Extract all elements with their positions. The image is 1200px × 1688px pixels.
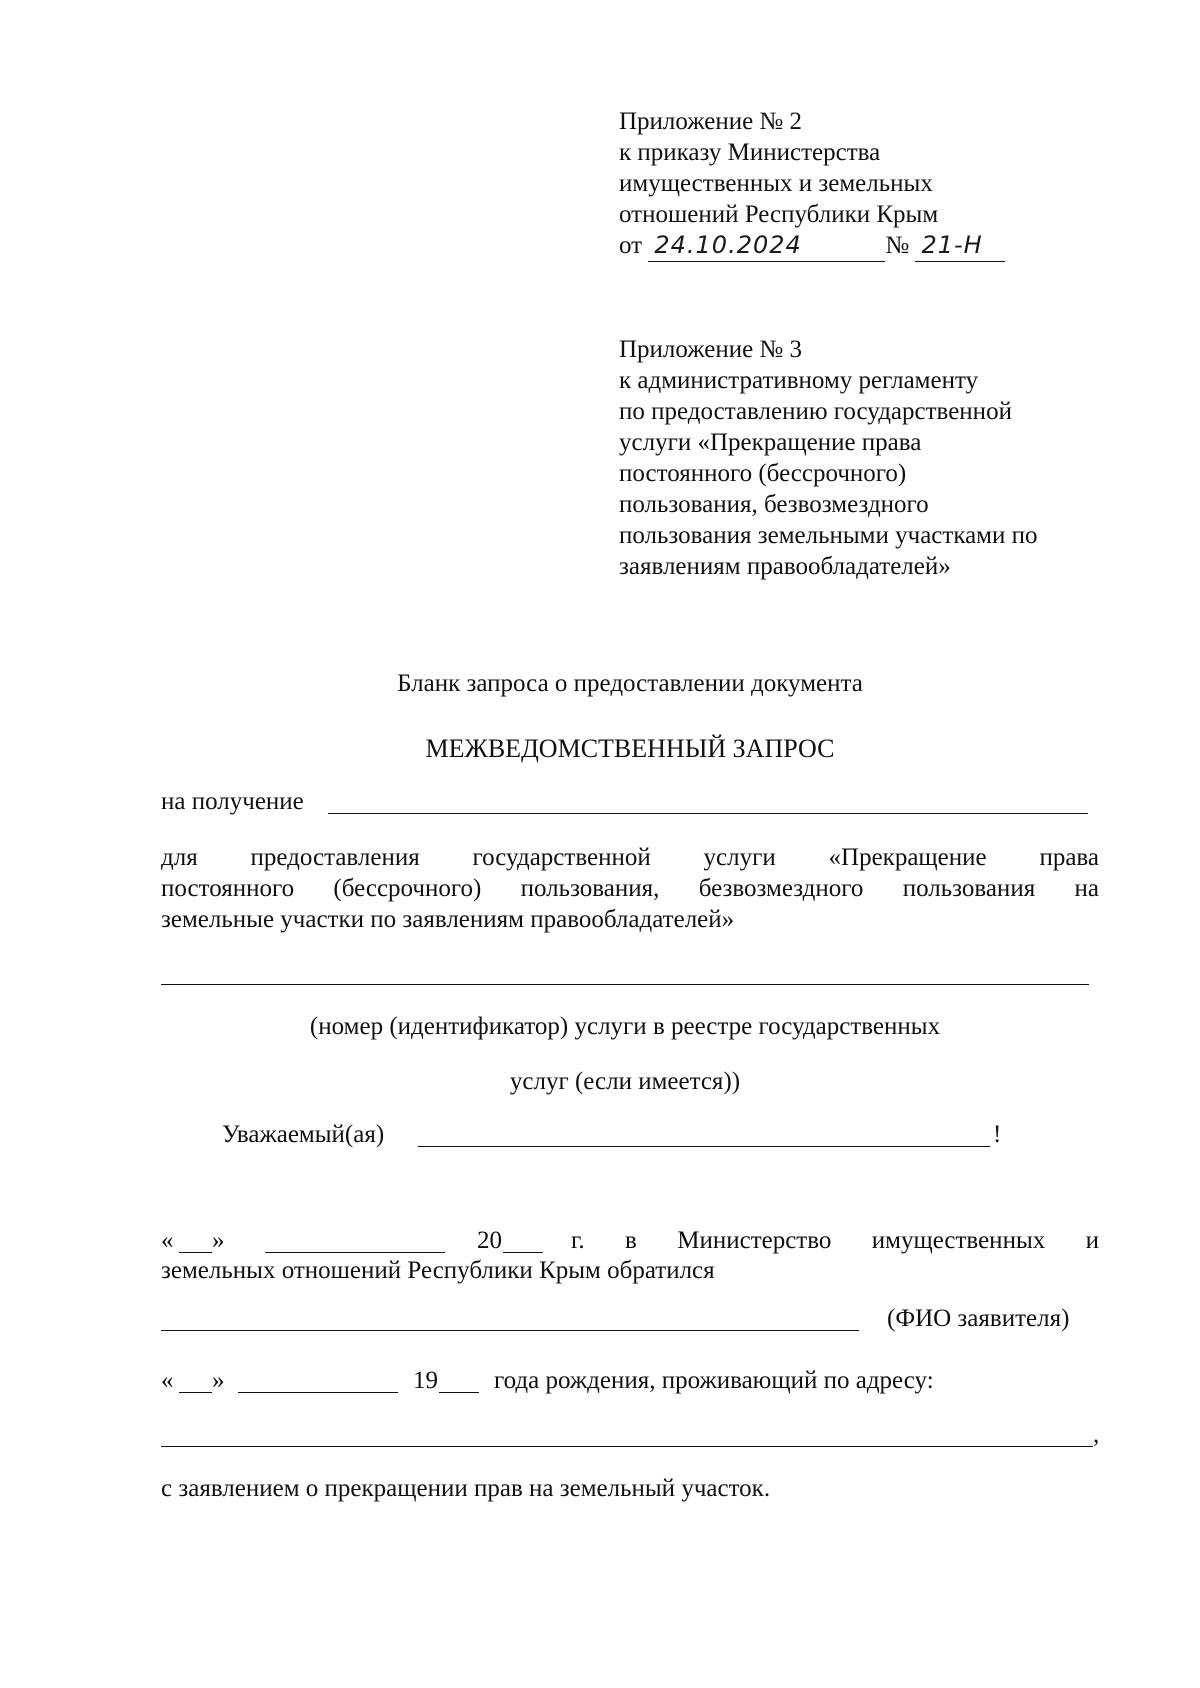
order-date-field [648,230,885,262]
annex-3-line: по предоставлению государственной [619,398,1012,425]
purpose-paragraph [161,842,1099,935]
greeting-field-line [418,1146,990,1147]
birth-day-close-quote: » [212,1367,225,1394]
birth-year-field-line [439,1392,479,1393]
greeting-label: Уважаемый(ая) [222,1121,385,1148]
birth-year-prefix: 19 [413,1367,438,1394]
annex-2-line: имущественных и земельных [619,170,933,197]
registry-number-field-line [161,984,1089,985]
applicant-fio-field-line [161,1330,859,1331]
annex-3-line: услуги «Прекращение права [619,429,922,456]
annex-3-line: пользования земельными участками по [619,522,1038,549]
annex-3-line: к административному регламенту [619,367,979,394]
address-comma: , [1093,1421,1100,1448]
annex-3-line: постоянного (бессрочного) [619,460,907,487]
annex-3-block [619,334,1038,582]
order-number-handwritten: 21-Н [921,231,983,259]
appeal-year-field-line [503,1252,543,1253]
appeal-text-a-content: г. в Министерство имущественных и [571,1227,1099,1254]
appeal-year-prefix: 20 [477,1227,502,1254]
appeal-day-open-quote: « [161,1227,174,1254]
applicant-fio-label: (ФИО заявителя) [887,1305,1070,1332]
purpose-line: постоянного (бессрочного) пользования, безвозмездного пользования на [161,875,1099,902]
purpose-line: земельные участки по заявлениям правообладателей» [161,906,735,933]
annex-2-line: отношений Республики Крым [619,201,939,228]
birth-month-field-line [238,1392,398,1393]
closing-text: с заявлением о прекращении прав на земельный участок. [161,1475,771,1502]
birth-day-open-quote: « [161,1367,174,1394]
order-date-number-line [619,230,1005,262]
greeting-exclamation: ! [993,1121,1002,1148]
date-prefix: от [619,232,643,259]
annex-2-title: Приложение № 2 [619,108,803,135]
registry-note-line1: (номер (идентификатор) услуги в реестре государственных [309,1013,941,1040]
annex-2-block [619,106,1005,262]
order-date-handwritten: 24.10.2024 [654,231,802,259]
appeal-day-field-line [179,1252,212,1253]
form-subtitle: Бланк запроса о предоставлении документа [397,670,863,697]
annex-3-line: пользования, безвозмездного [619,491,929,518]
annex-3-title: Приложение № 3 [619,336,803,363]
receipt-label: на получение [161,788,304,815]
address-field-line [161,1446,1093,1447]
registry-note-line2: услуг (если имеется)) [509,1068,741,1095]
appeal-text-a [571,1227,1099,1255]
annex-3-line: заявлениям правообладателей» [619,553,951,580]
receipt-field-line [328,813,1088,814]
number-prefix: № [885,232,910,259]
birth-text: года рождения, проживающий по адресу: [494,1367,934,1394]
appeal-text-b: земельных отношений Республики Крым обратился [161,1257,715,1284]
birth-day-field-line [179,1392,212,1393]
annex-2-line: к приказу Министерства [619,139,881,166]
appeal-month-field-line [265,1252,445,1253]
purpose-line: для предоставления государственной услуги «Прекращение права [161,844,1099,871]
order-number-field [915,230,1005,262]
appeal-day-close-quote: » [212,1227,225,1254]
form-title: МЕЖВЕДОМСТВЕННЫЙ ЗАПРОС [425,734,835,763]
